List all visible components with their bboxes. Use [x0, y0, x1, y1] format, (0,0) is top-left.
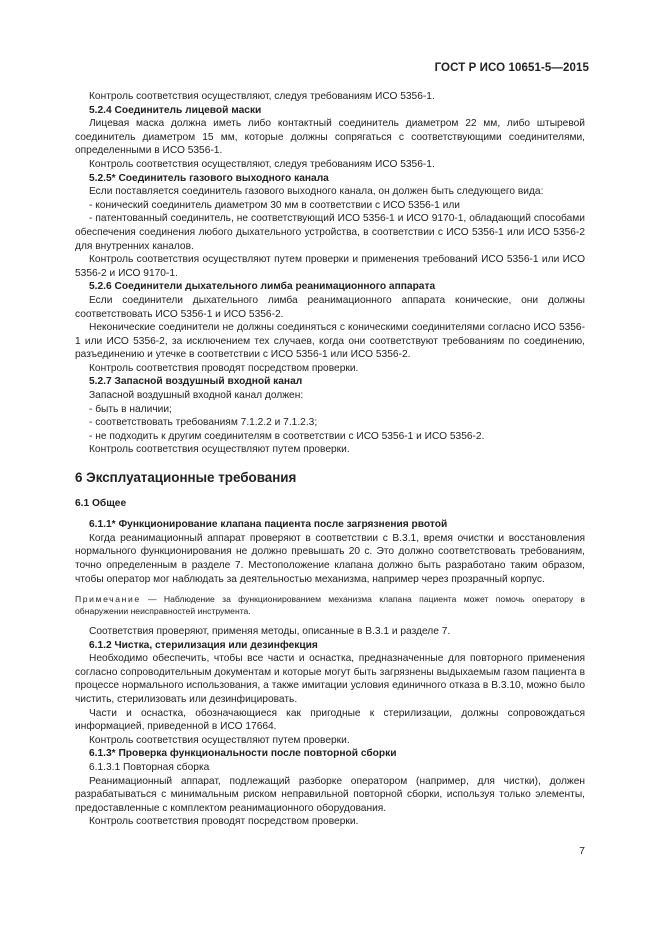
paragraph: Необходимо обеспечить, чтобы все части и оснастка, предназначенные для повторного применения согласно сопроводительным документам и которые могут быть загрязнены выдыхаемым газом пациента в процессе нормального использования, а также имитации условия единичного отказа в В.3.10, можно было чистить, стерилизовать или дезинфицировать.	[75, 653, 585, 705]
clause-heading-5-2-7: 5.2.7 Запасной воздушный входной канал	[89, 376, 303, 388]
paragraph: Контроль соответствия осуществляют путем проверки.	[89, 734, 350, 746]
page-number: 7	[579, 845, 585, 857]
paragraph: Контроль соответствия проводят посредством проверки.	[89, 816, 359, 828]
paragraph: Контроль соответствия осуществляют путем проверки и применения требований ИСО 5356-1 или ИСО 5356-2 и ИСО 9170-1.	[75, 254, 585, 279]
section-heading-6: 6 Эксплуатационные требования	[75, 470, 297, 486]
list-item: - патентованный соединитель, не соответствующий ИСО 5356-1 и ИСО 9170-1, обладающий способами обеспечения соединения любого дыхательного устройства, в соответствии с ИСО 5356-1 или ИСО 5356-2 для внутренних каналов.	[75, 213, 585, 252]
note	[75, 594, 585, 617]
paragraph: Запасной воздушный входной канал должен:	[89, 390, 304, 402]
clause-heading-6-1-3-1: 6.1.3.1 Повторная сборка	[89, 761, 210, 773]
list-item: - не подходить к другим соединителям в соответствии с ИСО 5356-1 и ИСО 5356-2.	[89, 430, 485, 442]
clause-heading-6-1-2: 6.1.2 Чистка, стерилизация или дезинфекция	[89, 639, 318, 651]
clause-heading-5-2-4: 5.2.4 Соединитель лицевой маски	[89, 104, 262, 116]
paragraph: Контроль соответствия осуществляют путем проверки.	[89, 444, 350, 456]
clause-heading-5-2-6: 5.2.6 Соединители дыхательного лимба реанимационного аппарата	[89, 281, 436, 293]
paragraph: Если поставляется соединитель газового выходного канала, он должен быть следующего вида:	[89, 186, 544, 198]
document-body	[75, 90, 585, 829]
clause-heading-5-2-5: 5.2.5* Соединитель газового выходного канала	[89, 172, 329, 184]
note-text: — Наблюдение за функционированием механизма клапана пациента может помочь оператору в обнаружении неисправностей инструмента.	[75, 594, 585, 616]
paragraph: Реанимационный аппарат, подлежащий разборке оператором (например, для чистки), должен разрабатываться с минимальным риском неправильной повторной сборки, используя только элементы, предоставленные с комплектом реанимационного оборудования.	[75, 775, 585, 814]
list-item: - быть в наличии;	[89, 403, 172, 415]
clause-heading-6-1-3: 6.1.3* Проверка функциональности после повторной сборки	[89, 748, 397, 760]
paragraph: Части и оснастка, обозначающиеся как пригодные к стерилизации, должны сопровождаться информацией, приведенной в ИСО 17664.	[75, 707, 585, 733]
list-item: - конический соединитель диаметром 30 мм в соответствии с ИСО 5356-1 или	[89, 199, 461, 211]
subsection-heading-6-1: 6.1 Общее	[75, 497, 127, 509]
list-item: - соответствовать требованиям 7.1.2.2 и 7.1.2.3;	[89, 417, 318, 429]
paragraph: Лицевая маска должна иметь либо контактный соединитель диаметром 22 мм, либо штыревой соединитель диаметром 15 мм, которые должны сопрягаться с соответствующими соединителями, определенными в ИСО 5356-1.	[75, 118, 585, 157]
paragraph: Когда реанимационный аппарат проверяют в соответствии с В.3.1, время очистки и восстановления нормального функционирования не должно превышать 20 с. Это должно соответствовать требованиям, точно определенным в разделе 7. Местоположение клапана должно быть разработано таким образом, чтобы оператор мог наблюдать за деятельностью механизма, например через прозрачный корпус.	[75, 532, 585, 585]
paragraph: Неконические соединители не должны соединяться с коническими соединителями согласно ИСО 5356-1 или ИСО 5356-2, за исключением тех случаев, когда они соответствуют требованиям по соединению, разъединению и утечке в соответствии с ИСО 5356-1 или ИСО 5356-2.	[75, 322, 585, 361]
paragraph: Контроль соответствия осуществляют, следуя требованиям ИСО 5356-1.	[89, 91, 435, 102]
clause-heading-6-1-1: 6.1.1* Функционирование клапана пациента после загрязнения рвотой	[89, 519, 448, 531]
paragraph: Контроль соответствия осуществляют, следуя требованиям ИСО 5356-1.	[89, 158, 435, 170]
document-code-header: ГОСТ Р ИСО 10651-5—2015	[434, 62, 589, 74]
paragraph: Если соединители дыхательного лимба реанимационного аппарата конические, они должны соответствовать ИСО 5356-1 и ИСО 5356-2.	[75, 294, 585, 320]
paragraph: Соответствия проверяют, применяя методы, описанные в В.3.1 и разделе 7.	[89, 626, 451, 637]
note-label: Примечание	[75, 594, 141, 605]
paragraph: Контроль соответствия проводят посредством проверки.	[89, 362, 359, 374]
